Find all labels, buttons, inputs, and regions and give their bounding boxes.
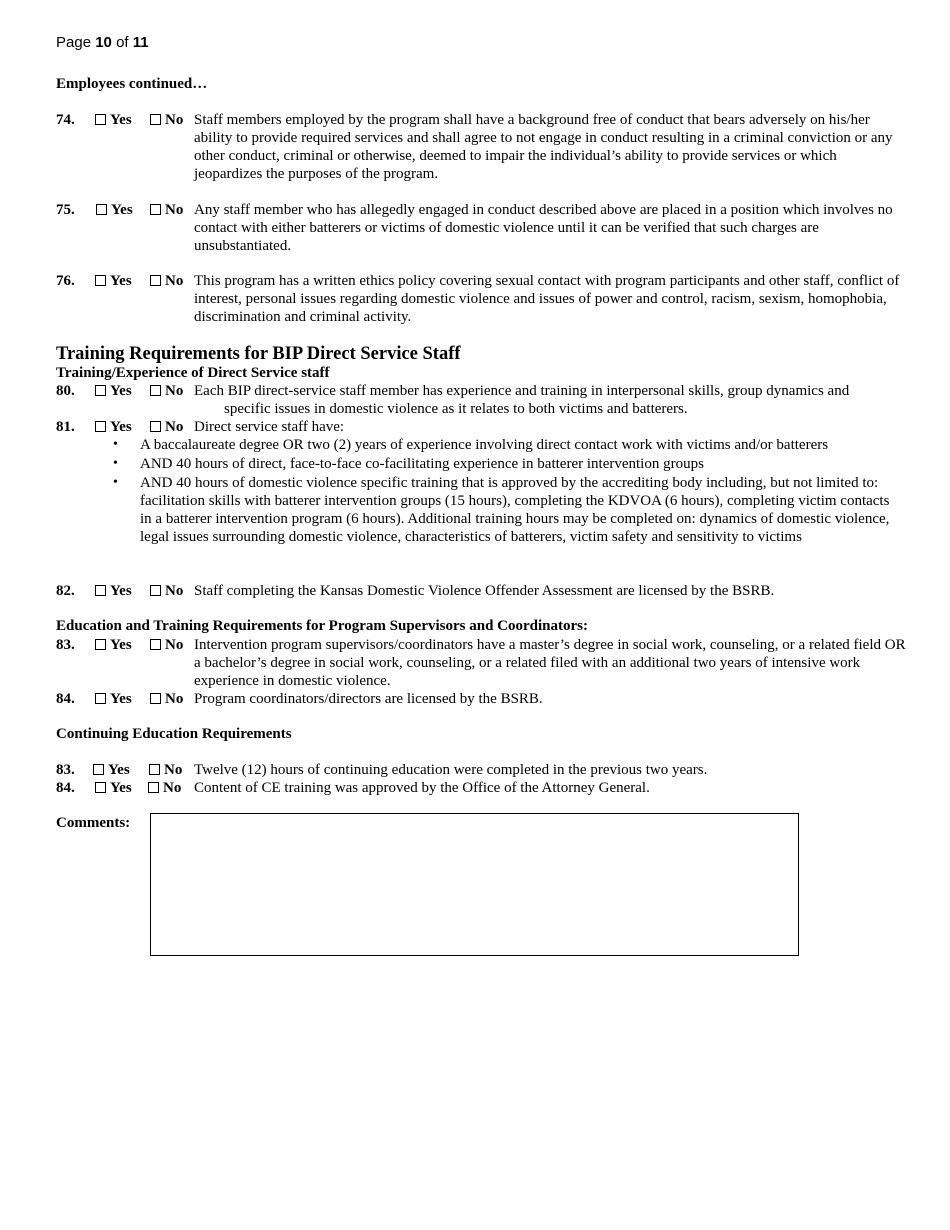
no-checkbox[interactable]: No: [150, 418, 183, 436]
yes-checkbox[interactable]: Yes: [95, 690, 132, 708]
question-text: Content of CE training was approved by the Office of the Attorney General.: [194, 780, 650, 796]
yes-checkbox[interactable]: Yes: [95, 582, 132, 600]
question-text: Direct service staff have:: [194, 419, 345, 435]
list-item: • AND 40 hours of direct, face-to-face co-facilitating experience in batterer intervention groups: [113, 455, 893, 473]
requirements-list: [113, 436, 893, 547]
question-number: 74.: [56, 112, 75, 128]
list-item: • A baccalaureate degree OR two (2) years of experience involving direct contact work with victims and/or batterers: [113, 436, 893, 454]
yes-checkbox[interactable]: Yes: [95, 272, 132, 290]
question-number: 75.: [56, 202, 75, 218]
yes-checkbox[interactable]: Yes: [93, 761, 130, 779]
question-number: 83.: [56, 637, 75, 653]
question-number: 82.: [56, 583, 75, 599]
question-number: 80.: [56, 383, 75, 399]
question-number: 83.: [56, 762, 75, 778]
question-text: Each BIP direct-service staff member has experience and training in interpersonal skills, group dynamics and specific issues in domestic violence as it relates to both victims and batterers.: [194, 383, 850, 417]
question-text: Any staff member who has allegedly engaged in conduct described above are placed in a position which involves no contact with either batterers or victims of domestic violence until it can be verified that such charges are unsubstantiated.: [194, 202, 893, 254]
question-number: 76.: [56, 273, 75, 289]
list-item: • AND 40 hours of domestic violence specific training that is approved by the accrediting body including, but not limited to: facilitation skills with batterer intervention groups (15 hours), completing the KDVOA (6 hours), completing victim contacts in a batterer intervention program (6 hours). Additional training hours may be completed on: dynamics of domestic violence, legal issues surrounding domestic violence, characteristics of batterers, victim safety and sensitivity to victims: [113, 474, 893, 546]
yes-checkbox[interactable]: Yes: [95, 111, 132, 129]
no-checkbox[interactable]: No: [148, 779, 181, 797]
question-number: 84.: [56, 691, 75, 707]
question-number: 81.: [56, 419, 75, 435]
question-text: Staff completing the Kansas Domestic Violence Offender Assessment are licensed by the BSRB.: [194, 583, 775, 599]
no-checkbox[interactable]: No: [150, 272, 183, 290]
yes-checkbox[interactable]: Yes: [95, 418, 132, 436]
section-heading-employees: Employees continued…: [56, 76, 208, 92]
comments-label: Comments:: [56, 815, 131, 831]
question-number: 84.: [56, 780, 75, 796]
comments-textarea[interactable]: [150, 813, 799, 956]
page-number: Page 10 of 11: [56, 34, 149, 51]
no-checkbox[interactable]: No: [150, 201, 183, 219]
question-text: Intervention program supervisors/coordinators have a master’s degree in social work, counseling, or a related field OR a bachelor’s degree in social work, counseling, or a related filed with an additional two years of intensive work experience in domestic violence.: [194, 637, 906, 689]
no-checkbox[interactable]: No: [149, 761, 182, 779]
no-checkbox[interactable]: No: [150, 111, 183, 129]
no-checkbox[interactable]: No: [150, 582, 183, 600]
no-checkbox[interactable]: No: [150, 382, 183, 400]
no-checkbox[interactable]: No: [150, 636, 183, 654]
question-text: Program coordinators/directors are licensed by the BSRB.: [194, 691, 543, 707]
question-text: Twelve (12) hours of continuing education were completed in the previous two years.: [194, 762, 708, 778]
yes-checkbox[interactable]: Yes: [95, 636, 132, 654]
education-heading: Education and Training Requirements for Program Supervisors and Coordinators:: [56, 618, 588, 634]
question-text: This program has a written ethics policy covering sexual contact with program participants and other staff, conflict of interest, personal issues regarding domestic violence and issues of power and control, racism, sexism, homophobia, discrimination and criminal activity.: [194, 273, 900, 325]
yes-checkbox[interactable]: Yes: [96, 201, 133, 219]
continuing-education-heading: Continuing Education Requirements: [56, 726, 292, 742]
yes-checkbox[interactable]: Yes: [95, 382, 132, 400]
question-text: Staff members employed by the program shall have a background free of conduct that bears adversely on his/her ability to provide required services and shall agree to not engage in conduct resulting in a criminal conviction or any other conduct, criminal or otherwise, deemed to impair the individual’s ability to provide services or which jeopardizes the purposes of the program.: [194, 112, 893, 182]
training-subheading: Training/Experience of Direct Service staff: [56, 365, 330, 381]
yes-checkbox[interactable]: Yes: [95, 779, 132, 797]
no-checkbox[interactable]: No: [150, 690, 183, 708]
training-heading: Training Requirements for BIP Direct Service Staff: [56, 344, 461, 364]
